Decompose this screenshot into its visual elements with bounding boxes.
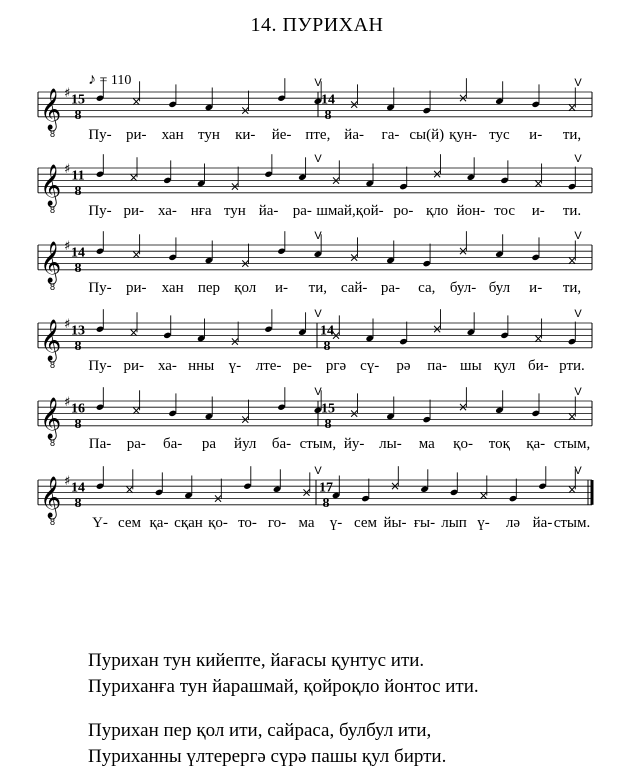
- x-notehead-icon: ×: [533, 176, 544, 191]
- time-signature-bottom: 8: [74, 495, 82, 511]
- lyric-syllable: пте,: [305, 126, 331, 143]
- lyric-syllable: қол: [234, 279, 257, 296]
- x-notehead-icon: ×: [212, 491, 224, 506]
- x-notehead-icon: ×: [330, 173, 342, 188]
- lyric-syllable: и-: [531, 202, 545, 219]
- breath-mark-icon: V: [574, 153, 582, 165]
- lyric-syllable: ра-: [292, 202, 312, 219]
- lyric-syllable: ү-: [228, 357, 242, 374]
- breath-mark-icon: V: [314, 153, 322, 165]
- lyric-syllable: са,: [418, 279, 436, 296]
- lyric-syllable: ти,: [562, 126, 582, 143]
- lyric-syllable: лып: [441, 514, 467, 531]
- lyric-syllable: йа-: [344, 126, 364, 143]
- lyric-syllable: сем: [118, 514, 141, 531]
- lyric-syllable: сү-: [360, 357, 380, 374]
- lyric-syllable: ха-: [157, 357, 177, 374]
- lyric-syllable: йы-: [383, 514, 407, 531]
- x-notehead-icon: ×: [566, 100, 578, 115]
- time-signature-top: 14: [321, 92, 335, 108]
- lyric-syllable: шы: [460, 357, 482, 374]
- breath-mark-icon: V: [314, 465, 322, 477]
- treble-clef-icon: 𝄞: [40, 397, 62, 439]
- breath-mark-icon: V: [574, 465, 582, 477]
- time-signature-bottom: 8: [74, 183, 82, 199]
- breath-mark-icon: V: [314, 308, 322, 320]
- lyric-syllable: би-: [527, 357, 549, 374]
- lyric-syllable: и-: [529, 126, 543, 143]
- octave-8-marker: 8: [50, 437, 56, 448]
- lyric-syllable: тун: [197, 126, 220, 143]
- time-signature-bottom: 8: [324, 107, 332, 123]
- treble-clef-icon: 𝄞: [40, 164, 62, 206]
- lyric-syllable: и-: [275, 279, 289, 296]
- lyric-syllable: Ү-: [92, 514, 108, 531]
- x-notehead-icon: ×: [478, 488, 489, 503]
- lyric-syllable: нға: [190, 202, 212, 219]
- time-signature-bottom: 8: [74, 260, 82, 276]
- song-title: 14. ПУРИХАН: [250, 14, 384, 36]
- lyric-syllable: па-: [427, 357, 447, 374]
- lyric-syllable: ри-: [126, 126, 147, 143]
- lyric-syllable: қа-: [526, 435, 546, 452]
- lyric-syllable: га-: [381, 126, 400, 143]
- poem-line-4: Пурихан пер қол ити, сайраса, булбул ити,: [88, 720, 432, 741]
- lyric-syllable: қа-: [149, 514, 169, 531]
- octave-8-marker: 8: [50, 359, 56, 370]
- lyric-syllable: йул: [234, 435, 257, 452]
- time-signature-top: 13: [71, 323, 85, 339]
- x-notehead-icon: ×: [566, 409, 578, 424]
- x-notehead-icon: ×: [301, 485, 312, 500]
- time-signature-top: 15: [321, 401, 335, 417]
- lyric-syllable: ри-: [123, 357, 144, 374]
- lyric-syllable: ма: [298, 514, 315, 531]
- octave-8-marker: 8: [50, 281, 56, 292]
- breath-mark-icon: V: [574, 386, 582, 398]
- lyric-syllable: лә: [505, 514, 521, 531]
- lyric-syllable: рә: [396, 357, 411, 374]
- lyric-syllable: сем: [354, 514, 377, 531]
- lyric-syllable: йа-: [258, 202, 279, 219]
- lyric-syllable: ти,: [562, 279, 582, 296]
- lyric-syllable: тоқ: [488, 435, 510, 452]
- lyric-syllable: қо-: [453, 435, 473, 452]
- lyric-syllable: сай-: [340, 279, 368, 296]
- lyric-syllable: ро-: [393, 202, 414, 219]
- lyric-syllable: йе-: [271, 126, 292, 143]
- x-notehead-icon: ×: [458, 244, 469, 259]
- x-notehead-icon: ×: [240, 103, 251, 118]
- poem-line-1: Пурихан тун кийепте, йағасы қунтус ити.: [88, 650, 425, 671]
- lyric-syllable: Па-: [88, 435, 112, 452]
- lyric-syllable: ха-: [157, 202, 177, 219]
- time-signature-top: 17: [319, 480, 333, 496]
- sharp-icon: ♯: [64, 239, 71, 254]
- breath-mark-icon: V: [314, 77, 322, 89]
- lyric-syllable: ү-: [477, 514, 490, 531]
- poem-line-5: Пуриханны үлтерергә сүрә пашы қул бирти.: [88, 746, 447, 767]
- x-notehead-icon: ×: [432, 322, 443, 337]
- x-notehead-icon: ×: [330, 328, 342, 343]
- lyric-syllable: стым,: [553, 435, 591, 452]
- lyric-syllable: ра: [201, 435, 217, 452]
- time-signature-bottom: 8: [74, 338, 82, 354]
- lyric-syllable: пер: [197, 279, 221, 296]
- lyric-syllable: йа-: [532, 514, 553, 531]
- lyric-syllable: қо-: [208, 514, 228, 531]
- lyric-syllable: қун-: [449, 126, 477, 143]
- lyric-syllable: ри-: [123, 202, 144, 219]
- time-signature-bottom: 8: [74, 416, 82, 432]
- lyric-syllable: қло: [426, 202, 449, 219]
- lyric-syllable: сқан: [174, 514, 203, 531]
- x-notehead-icon: ×: [240, 256, 251, 271]
- lyric-syllable: Пу-: [88, 202, 112, 219]
- lyric-syllable: қой-: [355, 202, 384, 219]
- time-signature-top: 11: [71, 168, 85, 184]
- lyric-syllable: тус: [489, 126, 510, 143]
- lyric-syllable: Пу-: [88, 126, 112, 143]
- breath-mark-icon: V: [574, 230, 582, 242]
- lyric-syllable: ри-: [126, 279, 147, 296]
- lyric-syllable: то-: [238, 514, 257, 531]
- lyric-syllable: қул: [493, 357, 516, 374]
- x-notehead-icon: ×: [229, 334, 240, 349]
- x-notehead-icon: ×: [533, 331, 544, 346]
- lyric-syllable: хан: [161, 126, 184, 143]
- x-notehead-icon: ×: [128, 325, 139, 340]
- x-notehead-icon: ×: [349, 250, 360, 265]
- x-notehead-icon: ×: [229, 179, 240, 194]
- lyric-syllable: рти.: [559, 357, 585, 374]
- lyric-syllable: Пу-: [88, 357, 112, 374]
- sharp-icon: ♯: [64, 474, 71, 489]
- lyric-syllable: ра-: [380, 279, 401, 296]
- lyric-syllable: шмай,: [316, 202, 356, 219]
- time-signature-bottom: 8: [322, 495, 330, 511]
- breath-mark-icon: V: [574, 308, 582, 320]
- lyric-syllable: йу-: [343, 435, 365, 452]
- breath-mark-icon: V: [314, 230, 322, 242]
- treble-clef-icon: 𝄞: [40, 88, 62, 130]
- sharp-icon: ♯: [64, 86, 71, 101]
- lyric-syllable: ти,: [308, 279, 328, 296]
- lyric-syllable: ки-: [235, 126, 256, 143]
- octave-8-marker: 8: [50, 204, 56, 215]
- x-notehead-icon: ×: [131, 247, 142, 262]
- breath-mark-icon: V: [574, 77, 582, 89]
- sharp-icon: ♯: [64, 317, 71, 332]
- time-signature-top: 14: [320, 323, 334, 339]
- treble-clef-icon: 𝄞: [40, 241, 62, 283]
- lyric-syllable: хан: [161, 279, 184, 296]
- tempo-value: = 110: [99, 73, 132, 88]
- lyric-syllable: ба-: [271, 435, 292, 452]
- octave-8-marker: 8: [50, 128, 56, 139]
- lyric-syllable: нны: [188, 357, 215, 374]
- lyric-syllable: сы(й): [409, 126, 445, 143]
- x-notehead-icon: ×: [389, 479, 401, 494]
- eighth-note-icon: ♪: [88, 71, 96, 88]
- x-notehead-icon: ×: [349, 406, 360, 421]
- lyric-syllable: ғы-: [413, 514, 436, 531]
- lyric-syllable: тун: [223, 202, 246, 219]
- x-notehead-icon: ×: [566, 482, 578, 497]
- lyric-syllable: тос: [494, 202, 516, 219]
- time-signature-top: 14: [71, 480, 85, 496]
- time-signature-top: 16: [71, 401, 85, 417]
- lyric-syllable: ти.: [562, 202, 582, 219]
- x-notehead-icon: ×: [240, 412, 251, 427]
- time-signature-top: 15: [71, 92, 85, 108]
- x-notehead-icon: ×: [349, 97, 360, 112]
- treble-clef-icon: 𝄞: [40, 319, 62, 361]
- x-notehead-icon: ×: [566, 253, 578, 268]
- time-signature-top: 14: [71, 245, 85, 261]
- x-notehead-icon: ×: [124, 482, 135, 497]
- lyric-syllable: стым.: [553, 514, 591, 531]
- poem-line-2: Пуриханға тун йарашмай, қойроқло йонтос ити.: [88, 676, 479, 697]
- time-signature-bottom: 8: [323, 338, 331, 354]
- sharp-icon: ♯: [64, 162, 71, 177]
- octave-8-marker: 8: [50, 516, 56, 527]
- lyric-syllable: лте-: [255, 357, 282, 374]
- time-signature-bottom: 8: [74, 107, 82, 123]
- breath-mark-icon: V: [314, 386, 322, 398]
- sharp-icon: ♯: [64, 395, 71, 410]
- x-notehead-icon: ×: [131, 403, 142, 418]
- x-notehead-icon: ×: [458, 91, 469, 106]
- lyric-syllable: ба-: [162, 435, 183, 452]
- time-signature-bottom: 8: [324, 416, 332, 432]
- lyric-syllable: бул: [488, 279, 511, 296]
- lyric-syllable: бул-: [449, 279, 477, 296]
- lyric-syllable: Пу-: [88, 279, 112, 296]
- x-notehead-icon: ×: [128, 170, 139, 185]
- treble-clef-icon: 𝄞: [40, 476, 62, 518]
- lyric-syllable: ү-: [329, 514, 343, 531]
- lyric-syllable: йон-: [456, 202, 486, 219]
- lyric-syllable: ре-: [292, 357, 312, 374]
- x-notehead-icon: ×: [458, 400, 469, 415]
- lyric-syllable: ргә: [325, 357, 347, 374]
- x-notehead-icon: ×: [432, 167, 443, 182]
- lyric-syllable: и-: [529, 279, 543, 296]
- lyric-syllable: ма: [418, 435, 435, 452]
- x-notehead-icon: ×: [131, 94, 142, 109]
- lyric-syllable: ра-: [126, 435, 146, 452]
- lyric-syllable: стым,: [299, 435, 337, 452]
- lyric-syllable: лы-: [379, 435, 402, 452]
- lyric-syllable: го-: [267, 514, 287, 531]
